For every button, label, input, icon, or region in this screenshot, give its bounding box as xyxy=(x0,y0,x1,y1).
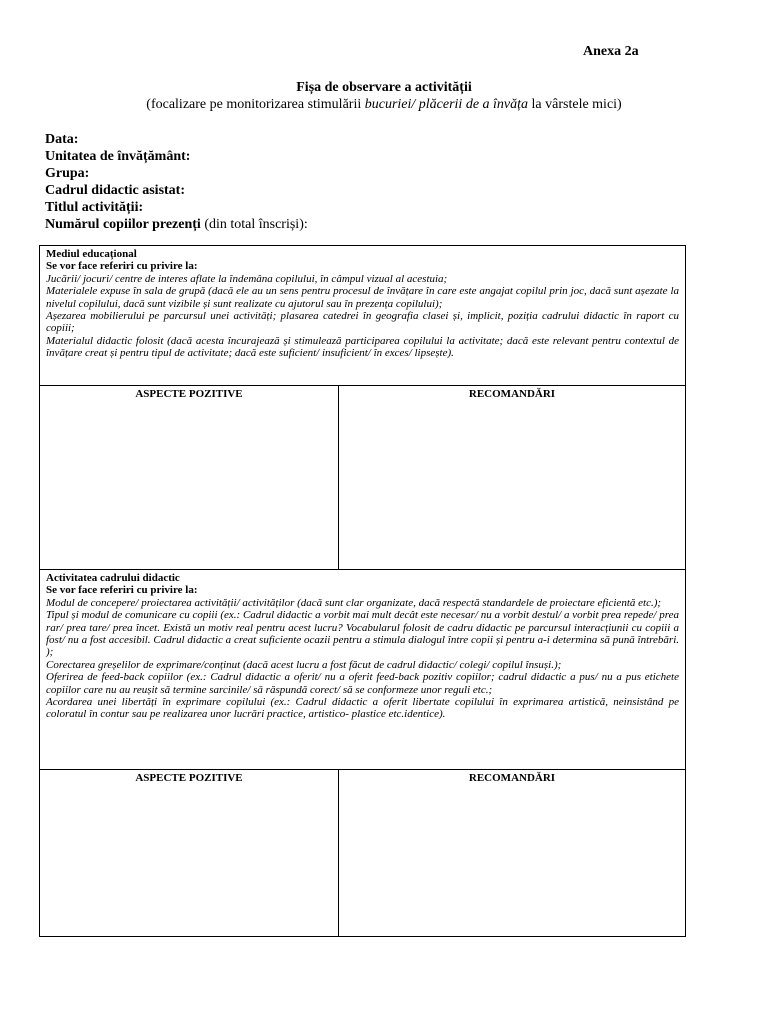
section-title: Mediul educațional xyxy=(46,248,137,260)
aspecte-pozitive-column: ASPECTE POZITIVE xyxy=(40,386,339,569)
field-data xyxy=(45,131,308,148)
section-activitatea-cadrului xyxy=(40,569,685,770)
recomandari-column: RECOMANDĂRI xyxy=(468,772,556,784)
list-item: Oferirea de feed-back copiilor (ex.: Cadrul didactic a oferit/ nu a oferit feed-back pozitiv copiilor; cadrul didactic a pus/ nu a pus etichete copiilor care nu au reușit să termine sarcinile/ să răspundă corect/ să se conformeze unor reguli etc.; xyxy=(46,671,679,696)
list-item: Așezarea mobilierului pe parcursul unei activități; plasarea catedrei în geografia clasei și, implicit, poziția cadrului didactic în raport cu copiii; xyxy=(46,310,679,335)
field-numarul xyxy=(45,216,308,233)
field-label: Data: xyxy=(45,132,79,147)
list-item: Materialele expuse în sala de grupă (dacă ele au un sens pentru procesul de învățare în care este angajat copilul prin joc, dacă sunt așezate la nivelul copilului, dacă sunt vizibile și sunt realizate cu ajutorul sau în prezența copilului); xyxy=(46,285,679,310)
subtitle-suffix: la vârstele mici) xyxy=(528,97,622,112)
field-label: Numărul copiilor prezenți xyxy=(45,217,201,232)
annex-label: Anexa 2a xyxy=(583,44,639,59)
columns-block-1 xyxy=(40,386,685,569)
list-item: Tipul și modul de comunicare cu copiii (ex.: Cadrul didactic a vorbit mai mult decât este necesar/ nu a vorbit destul/ a vorbit prea repede/ prea rar/ prea tare/ prea încet. Există un motiv real pentru acest lucru? Vocabularul folosit de cadru didactic pe parcursul interacțiunii cu copiii a fost/ nu a fost accesibil. Cadrul didactic a creat suficiente ocazii pentru a stimula dialogul între copii și pentru a-i determina să pună întrebări. ); xyxy=(46,609,679,659)
field-label: Titlul activității: xyxy=(45,200,144,215)
field-unitatea xyxy=(45,148,308,165)
list-item: Jucării/ jocuri/ centre de interes aflate la îndemâna copilului, în câmpul vizual al acestuia; xyxy=(46,272,448,285)
page-subtitle xyxy=(0,97,768,113)
field-label: Cadrul didactic asistat: xyxy=(45,183,185,198)
list-item: Acordarea unei libertăți în exprimare copilului (ex.: Cadrul didactic a oferit libertate copilului în exprimarea artistică, neinsistând pe coloratul în contur sau pe realizarea unor lucrări practice, artistico- plastice etc.identice). xyxy=(46,696,679,721)
observation-table xyxy=(39,245,686,937)
subtitle-italic: bucuriei/ plăcerii de a învăța xyxy=(364,97,529,112)
section-subtitle: Se vor face referiri cu privire la: xyxy=(46,584,198,597)
field-grupa xyxy=(45,165,308,182)
field-label: Grupa: xyxy=(45,166,90,181)
section-subtitle: Se vor face referiri cu privire la: xyxy=(46,260,198,273)
field-cadrul xyxy=(45,182,308,199)
list-item: Modul de concepere/ proiectarea activității/ activităților (dacă sunt clar organizate, dacă respectă standardele de proiectare eficientă etc.); xyxy=(46,596,662,609)
field-note: (din total înscriși): xyxy=(200,217,308,232)
section-title: Activitatea cadrului didactic xyxy=(46,572,180,584)
section-mediul-educational xyxy=(40,246,685,386)
subtitle-prefix: (focalizare pe monitorizarea stimulării xyxy=(146,97,365,112)
columns-block-2 xyxy=(40,770,685,936)
field-titlul xyxy=(45,199,308,216)
field-label: Unitatea de învățământ: xyxy=(45,149,191,164)
recomandari-column: RECOMANDĂRI xyxy=(468,388,556,400)
aspecte-pozitive-column: ASPECTE POZITIVE xyxy=(40,770,339,936)
list-item: Materialul didactic folosit (dacă acesta încurajează și stimulează participarea copilului la activitate; dacă este relevant pentru contextul de învățare creat și pentru tipul de activitate; dacă este suficient/ insuficient/ în exces/ lipsește). xyxy=(46,334,679,360)
list-item: Corectarea greșelilor de exprimare/conținut (dacă acest lucru a fost făcut de cadrul didactic/ colegi/ copilul însuși.); xyxy=(46,658,562,671)
page-title: Fișa de observare a activității xyxy=(296,80,472,95)
header-fields xyxy=(45,131,308,233)
